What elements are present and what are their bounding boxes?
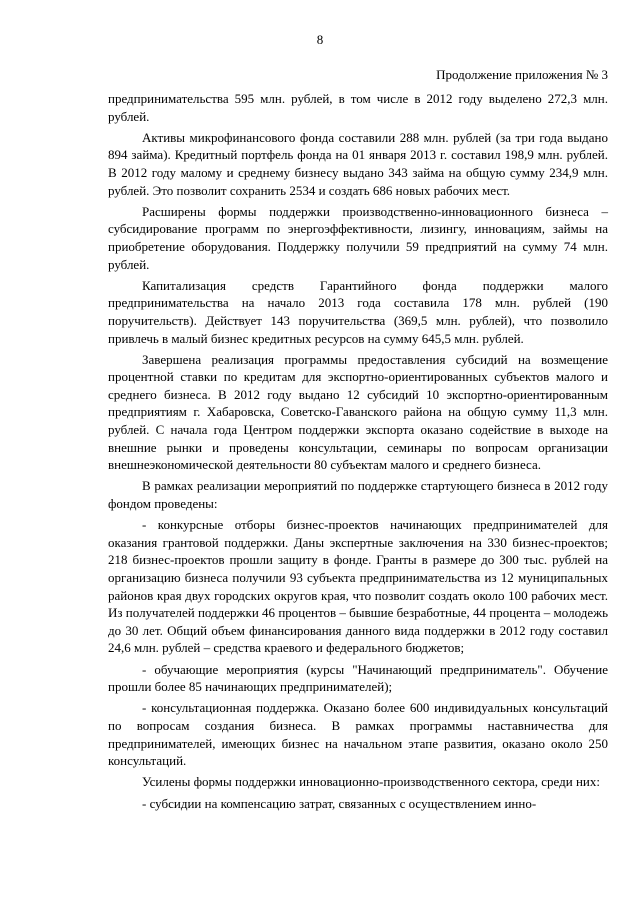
paragraph-guarantee-fund: Капитализация средств Гарантийного фонда поддержки малого предпринимательства на начало 2013 года составила 178 млн. рублей (190 поручительств). Действует 143 поручительства (369,5 млн. рублей), что позволило привлечь в малый бизнес кредитных ресурсов на сумму 645,5 млн. рублей. (108, 277, 608, 346)
list-item-consulting-support: - консультационная поддержка. Оказано более 600 индивидуальных консультаций по вопросам создания бизнеса. В рамках программы наставничества для предпринимателей, имеющих бизнес на начальном этапе развития, оказано около 250 консультаций. (108, 700, 608, 769)
paragraph-export-subsidies: Завершена реализация программы предоставления субсидий на возмещение процентной ставки по кредитам для экспортно-ориентированных субъектов малого и среднего бизнеса. В 2012 году выдано 12 субсидий 10 экспортно-ориентированным предприятиям г. Хабаровска, Советско-Гаванского района на общую сумму 11,3 млн. рублей. С начала года Центром поддержки экспорта оказано содействие в выходе на внешние рынки и проведены консультации, семинары по вопросам организации внешнеэкономической деятельности 80 субъектам малого и среднего бизнеса. (108, 351, 608, 473)
paragraph-startup-support-intro: В рамках реализации мероприятий по поддержке стартующего бизнеса в 2012 году фондом проведены: (108, 478, 608, 512)
paragraph-innovation-sector-intro: Усилены формы поддержки инновационно-производственного сектора, среди них: (142, 774, 600, 790)
list-item-training-events: - обучающие мероприятия (курсы "Начинающий предприниматель". Обучение прошли более 85 начинающих предпринимателей); (108, 661, 608, 695)
annex-label: Продолжение приложения № 3 (436, 67, 608, 82)
paragraph-innovation-support: Расширены формы поддержки производственно-инновационного бизнеса – субсидирование программ по энергоэффективности, лизингу, инновациям, займы на приобретение оборудования. Поддержку получили 59 предприятий на сумму 74 млн. рублей. (108, 203, 608, 272)
body-text (108, 90, 608, 816)
list-item-grant-competitions: - конкурсные отборы бизнес-проектов начинающих предпринимателей для оказания грантовой поддержки. Даны экспертные заключения на 330 бизнес-проектов; 218 бизнес-проектов прошли защиту в фонде. Гранты в размере до 300 тыс. рублей на организацию бизнеса получили 93 субъекта предпринимательства из 12 муниципальных районов края двух городских округов края, что позволит создать около 100 рабочих мест. Из получателей поддержки 46 процентов – бывшие безработные, 44 процента – молодежь до 30 лет. Общий объем финансирования данного вида поддержки в 2012 году составил 24,6 млн. рублей – средства краевого и федерального бюджетов; (108, 517, 608, 656)
paragraph-fund-financing-continued: предпринимательства 595 млн. рублей, в том числе в 2012 году выделено 272,3 млн. рублей. (108, 91, 608, 124)
paragraph-microfinance-fund: Активы микрофинансового фонда составили 288 млн. рублей (за три года выдано 894 займа). Кредитный портфель фонда на 01 января 2013 г. составил 198,9 млн. рублей. В 2012 году малому и среднему бизнесу выдано 343 займа на общую сумму 234,9 млн. рублей. Это позволит сохранить 2534 и создать 686 новых рабочих мест. (108, 129, 608, 198)
page-number: 8 (316, 32, 324, 47)
list-item-innovation-subsidies: - субсидии на компенсацию затрат, связанных с осуществлением инно- (142, 795, 537, 811)
